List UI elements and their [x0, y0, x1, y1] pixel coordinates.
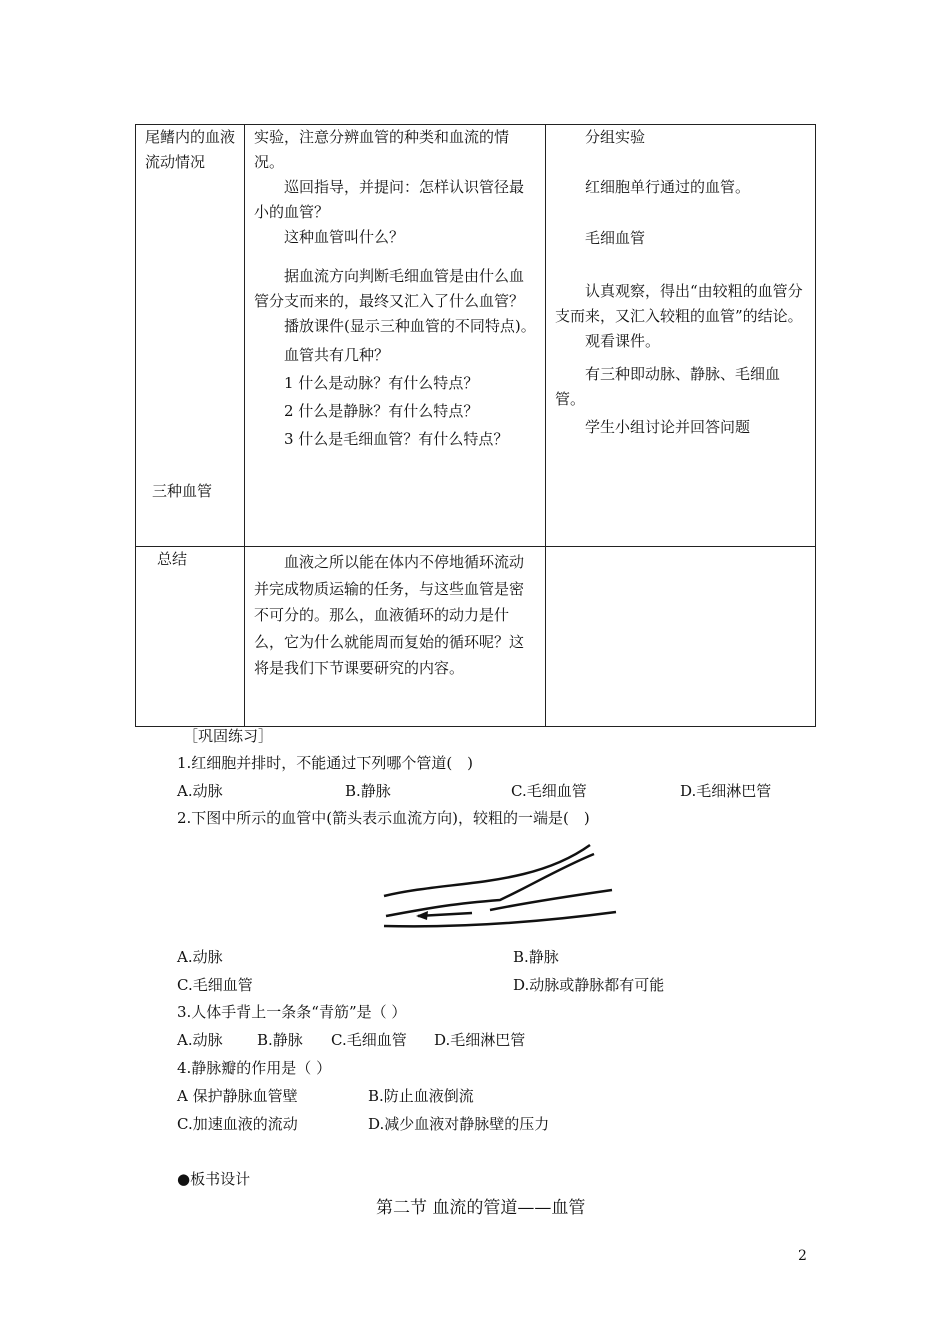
q1-option-b: B.静脉	[345, 782, 391, 800]
board-heading: ●板书设计	[177, 1170, 251, 1188]
student-line: 观看课件。	[585, 332, 661, 350]
q4-option-a: A 保护静脉血管壁	[177, 1087, 298, 1105]
branch-lower-wall	[490, 890, 612, 910]
teacher-line: 1 什么是动脉？有什么特点？	[284, 374, 479, 392]
q2-option-b: B.静脉	[513, 948, 559, 966]
q3-option-c: C.毛细血管	[331, 1031, 407, 1049]
student-line: 红细胞单行通过的血管。	[585, 178, 751, 196]
student-line: 学生小组讨论并回答问题	[585, 418, 751, 436]
q3-option-a: A.动脉	[177, 1031, 223, 1049]
teacher-line: 这种血管叫什么？	[284, 228, 405, 246]
q4-option-d: D.减少血液对静脉壁的压力	[368, 1115, 550, 1133]
vessel-lower-wall	[384, 912, 616, 926]
student-line: 分组实验	[585, 128, 646, 146]
teacher-line: 血管共有几种？	[284, 346, 390, 364]
teacher-line: 2 什么是静脉？有什么特点？	[284, 402, 479, 420]
student-cell	[546, 125, 816, 547]
blood-vessel-diagram	[380, 842, 620, 932]
question-2: 2.下图中所示的血管中(箭头表示血流方向)，较粗的一端是( )	[177, 809, 590, 827]
q4-option-c: C.加速血液的流动	[177, 1115, 298, 1133]
teacher-line: 据血流方向判断毛细血管是由什么血管分支而来的，最终又汇入了什么血管？	[254, 267, 525, 310]
teacher-line: 3 什么是毛细血管？有什么特点？	[284, 430, 509, 448]
question-1: 1.红细胞并排时，不能通过下列哪个管道( )	[177, 754, 474, 772]
q2-option-c: C.毛细血管	[177, 976, 253, 994]
q2-option-d: D.动脉或静脉都有可能	[513, 976, 665, 994]
teacher-cell	[245, 125, 546, 547]
topic-label-2: 三种血管	[152, 482, 213, 500]
question-4: 4.静脉瓣的作用是（ ）	[177, 1059, 332, 1077]
q3-option-d: D.毛细淋巴管	[434, 1031, 526, 1049]
summary-label: 总结	[157, 550, 188, 568]
q1-option-c: C.毛细血管	[511, 782, 587, 800]
summary-text: 血液之所以能在体内不停地循环流动并完成物质运输的任务，与这些血管是密不可分的。那么，血液循环的动力是什么，它为什么就能周而复始的循环呢？这将是我们下节课要研究的内容。	[254, 553, 525, 677]
topic-label: 尾鳍内的血液流动情况	[145, 128, 236, 171]
flow-arrow-icon	[416, 911, 428, 920]
lesson-table	[135, 124, 816, 727]
question-3: 3.人体手背上一条条“青筋”是（ ）	[177, 1003, 407, 1021]
table-row	[136, 547, 816, 727]
q3-option-b: B.静脉	[257, 1031, 303, 1049]
student-line: 毛细血管	[585, 229, 646, 247]
student-line: 认真观察，得出“由较粗的血管分支而来，又汇入较粗的血管”的结论。	[555, 282, 803, 325]
topic-cell	[136, 125, 245, 547]
teacher-line: 实验，注意分辨血管的种类和血流的情况。	[254, 128, 510, 171]
topic-cell	[136, 547, 245, 727]
annotation-mark	[563, 442, 807, 448]
teacher-line: 播放课件(显示三种血管的不同特点)。	[284, 317, 536, 335]
q1-option-d: D.毛细淋巴管	[680, 782, 772, 800]
page-number: 2	[798, 1248, 807, 1264]
annotation-mark	[563, 152, 807, 158]
q4-option-b: B.防止血液倒流	[368, 1087, 474, 1105]
q1-option-a: A.动脉	[177, 782, 223, 800]
exercise-heading: ［巩固练习］	[183, 727, 274, 745]
q2-option-a: A.动脉	[177, 948, 223, 966]
board-title: 第二节 血流的管道——血管	[376, 1198, 586, 1218]
student-line: 有三种即动脉、静脉、毛细血管。	[555, 365, 781, 408]
teacher-line: 巡回指导，并提问：怎样认识管径最小的血管？	[254, 178, 525, 221]
teacher-cell	[245, 547, 546, 727]
student-cell	[546, 547, 816, 727]
branch-upper-wall	[386, 854, 594, 916]
table-row	[136, 125, 816, 547]
